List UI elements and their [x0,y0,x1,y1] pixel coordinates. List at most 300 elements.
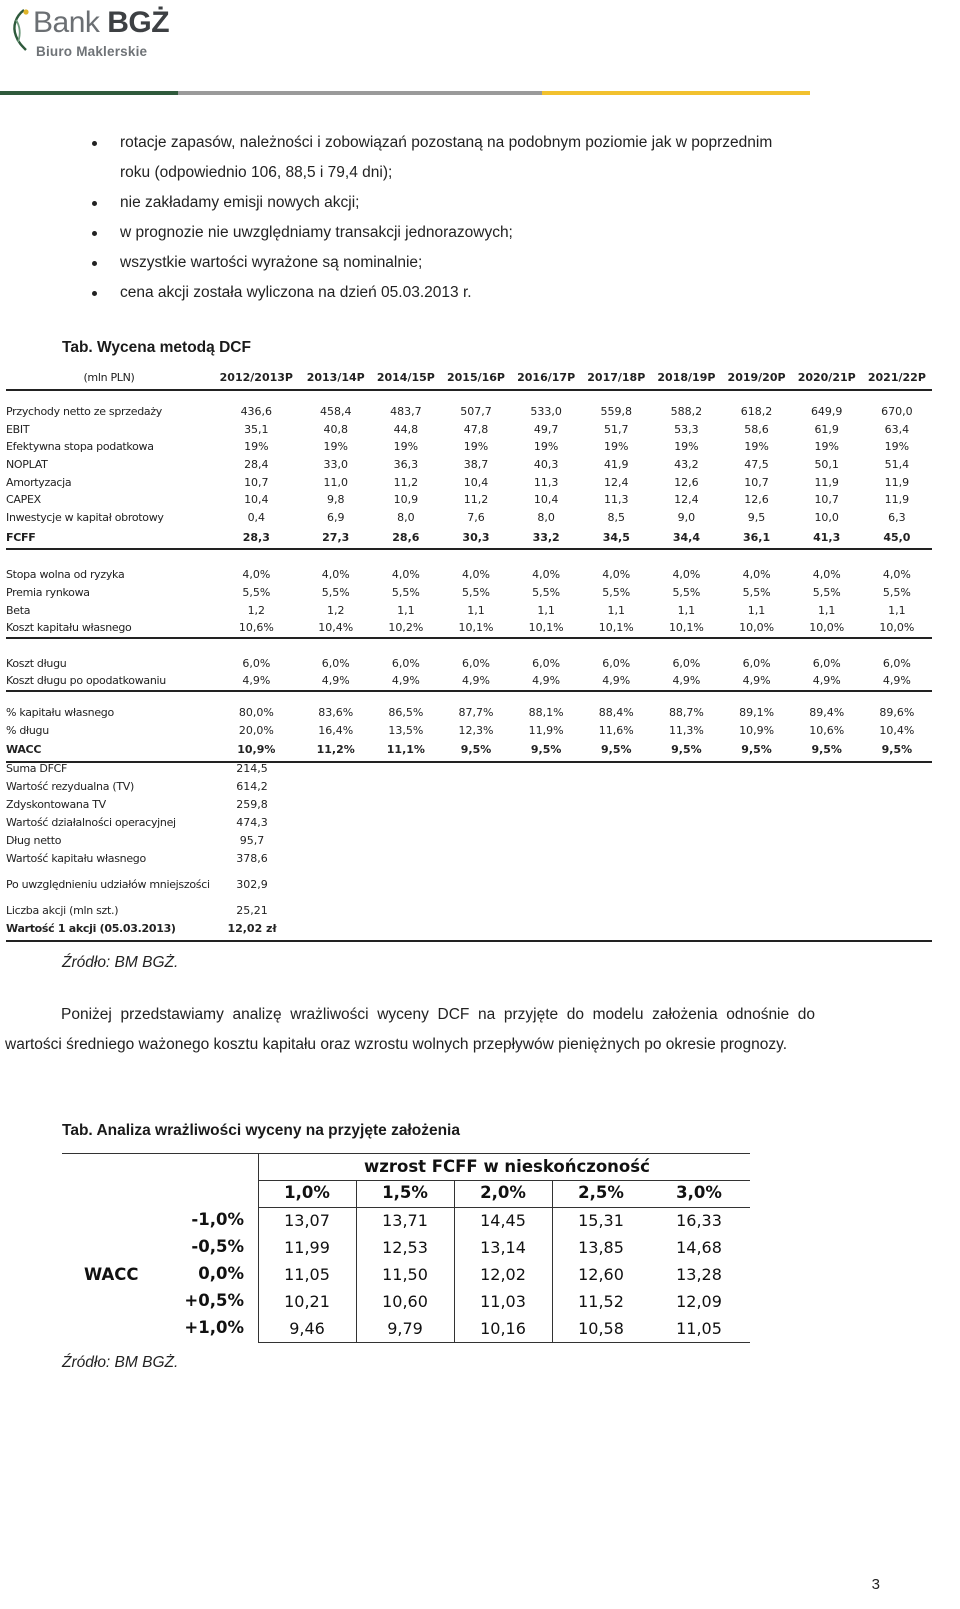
table-cell: 41,3 [792,526,862,549]
table-cell: 44,8 [393,422,419,436]
table-cell: 10,58 [578,1319,624,1338]
table-cell: 6,0% [321,656,350,670]
table-cell: 559,8 [600,405,633,419]
table-cell: 63,4 [884,422,910,436]
table-cell: 89,1% [739,706,775,720]
table-row [6,473,932,491]
row-label: NOPLAT [6,458,48,472]
bullet-icon [92,141,97,146]
list-item: cena akcji została wyliczona na dzień 05.03.2013 r. [92,278,872,308]
table-cell: 28,3 [212,526,301,549]
dcf-table-title: Tab. Wycena metodą DCF [62,339,251,356]
summary-row [6,878,932,896]
table-cell: 15,31 [578,1211,624,1230]
table-cell: 13,28 [676,1265,722,1284]
list-item: w prognozie nie uwzględniamy transakcji jednorazowych; [92,218,872,248]
table-cell: 4,9% [371,672,441,691]
table-cell: 16,33 [676,1211,722,1230]
row-group-header: WACC [84,1265,139,1284]
rule [258,1180,750,1181]
list-item-continuation: roku (odpowiednio 106, 88,5 i 79,4 dni); [120,164,393,181]
table-row [6,619,932,638]
table-cell: 86,5% [388,706,424,720]
table-cell: 20,0% [238,723,274,737]
brand-subtitle: Biuro Maklerskie [36,44,148,59]
table-cell: 5,5% [672,586,701,600]
table-cell: 6,0% [672,656,701,670]
table-cell: 11,2% [301,739,371,762]
row-header: +1,0% [184,1318,244,1337]
table-cell: 618,2 [740,405,773,419]
assumptions-list [92,128,872,308]
table-cell: 9,5% [511,739,581,762]
summary-rule [6,940,932,942]
summary-row [6,904,932,922]
table-cell: 649,9 [810,405,843,419]
table-cell: 1,1 [677,603,696,617]
table-cell: 36,3 [393,458,419,472]
table-cell: 10,21 [284,1292,330,1311]
table-cell: 10,0 [814,510,839,524]
row-label: FCFF [6,526,212,549]
table-row [6,721,932,739]
column-group-header: wzrost FCFF w nieskończoność [364,1157,650,1176]
table-cell: 40,8 [323,422,348,436]
table-cell: 19% [674,440,699,454]
table-cell: 9,5% [441,739,511,762]
column-header: 2,5% [578,1183,624,1202]
summary-label: Wartość rezydualna (TV) [6,780,134,793]
table-cell: 4,0% [242,568,271,582]
page-number: 3 [871,1576,880,1593]
table-cell: 10,0% [721,619,791,638]
row-label: % długu [6,723,49,737]
table-cell: 5,5% [602,586,631,600]
table-cell: 89,4% [809,706,845,720]
table-cell: 10,1% [441,619,511,638]
table-cell: 9,0 [677,510,696,524]
column-header: 2021/22P [862,365,932,390]
table-cell: 47,5 [744,458,769,472]
table-cell: 19% [814,440,839,454]
row-header: 0,0% [198,1264,244,1283]
table-cell: 11,9 [884,475,910,489]
table-cell: 9,5% [721,739,791,762]
table-row [6,421,932,439]
column-header: 1,0% [284,1183,330,1202]
table-cell: 8,0 [537,510,555,524]
dcf-source: Źródło: BM BGŻ. [62,954,179,971]
row-label: CAPEX [6,493,41,507]
table-row [6,403,932,421]
table-cell: 12,60 [578,1265,624,1284]
table-cell: 10,4% [879,723,915,737]
table-cell: 5,5% [532,586,561,600]
bullet-icon [92,231,97,236]
table-cell: 13,85 [578,1238,624,1257]
table-cell: 12,53 [382,1238,428,1257]
table-cell: 13,07 [284,1211,330,1230]
table-cell: 47,8 [463,422,489,436]
table-cell: 11,2 [463,493,489,507]
table-cell: 1,1 [537,603,555,617]
row-header: -1,0% [191,1210,244,1229]
table-cell: 6,0% [602,656,631,670]
column-header: 2012/2013P [212,365,301,390]
list-item: wszystkie wartości wyrażone są nominalnie; [92,248,872,278]
table-cell: 1,1 [397,603,415,617]
table-cell: 35,1 [244,422,269,436]
table-cell: 14,68 [676,1238,722,1257]
table-cell: 6,0% [882,656,911,670]
table-cell: 8,0 [397,510,415,524]
brand-name: Bank BGŻ [33,6,170,39]
table-cell: 33,0 [323,458,348,472]
row-label: Inwestycje w kapitał obrotowy [6,510,164,524]
summary-value: 214,5 [236,762,268,775]
summary-value: 259,8 [236,798,268,811]
table-cell: 28,6 [371,526,441,549]
table-cell: 28,4 [244,458,269,472]
table-cell: 11,05 [284,1265,330,1284]
table-cell: 11,3 [533,475,559,489]
row-label: % kapitału własnego [6,706,114,720]
sensitivity-table [62,1153,762,1353]
summary-row [6,834,932,852]
table-cell: 88,7% [668,706,704,720]
column-header: 2018/19P [651,365,721,390]
table-row [6,491,932,509]
list-item: rotacje zapasów, należności i zobowiązań pozostaną na podobnym poziomie jak w poprzednim [92,128,872,158]
table-cell: 6,0% [391,656,420,670]
summary-value: 614,2 [236,780,268,793]
table-cell: 9,46 [289,1319,325,1338]
table-cell: 11,52 [578,1292,624,1311]
table-cell: 6,0% [532,656,561,670]
header-line-yellow [542,91,810,95]
summary-label: Wartość kapitału własnego [6,852,146,865]
table-cell: 19% [393,440,419,454]
table-cell: 11,6% [598,723,634,737]
table-cell: 9,5% [581,739,651,762]
table-cell: 10,9% [739,723,775,737]
summary-value: 12,02 zł [227,922,277,935]
table-cell: 11,2 [393,475,419,489]
table-cell: 10,60 [382,1292,428,1311]
table-cell: 13,71 [382,1211,428,1230]
table-row [6,672,932,691]
table-cell: 6,9 [326,510,345,524]
table-cell: 41,9 [604,458,629,472]
column-header: 2,0% [480,1183,526,1202]
table-cell: 9,5% [862,739,932,762]
table-cell: 10,9% [212,739,301,762]
table-cell: 5,5% [742,586,771,600]
summary-row [6,816,932,834]
table-cell: 53,3 [674,422,699,436]
table-row [6,584,932,602]
table-cell: 10,1% [511,619,581,638]
table-cell: 5,5% [242,586,271,600]
table-cell: 4,0% [882,568,911,582]
table-cell: 10,7 [814,493,839,507]
table-row [6,456,932,474]
summary-value: 95,7 [239,834,265,847]
rule [356,1180,357,1343]
summary-label: Zdyskontowana TV [6,798,106,811]
summary-label: Dług netto [6,834,62,847]
bullet-icon [92,261,97,266]
table-cell: 1,1 [467,603,485,617]
rule [258,1342,750,1343]
summary-label: Wartość 1 akcji (05.03.2013) [6,922,176,935]
table-cell: 5,5% [462,586,490,600]
table-cell: 1,1 [888,603,906,617]
table-cell: 4,9% [862,672,932,691]
table-cell: 588,2 [670,405,703,419]
table-cell: 4,9% [212,672,301,691]
table-cell: 12,4 [674,493,699,507]
column-header: 2013/14P [301,365,371,390]
table-cell: 89,6% [879,706,915,720]
summary-label: Wartość działalności operacyjnej [6,816,176,829]
row-label: EBIT [6,422,30,436]
bank-logo-icon [6,6,36,52]
table-cell: 45,0 [862,526,932,549]
row-label: Premia rynkowa [6,586,90,600]
table-cell: 80,0% [238,706,274,720]
table-cell: 87,7% [458,706,494,720]
sensitivity-table-title: Tab. Analiza wrażliwości wyceny na przyjęte założenia [62,1122,460,1139]
summary-value: 25,21 [236,904,268,917]
table-cell: 4,0% [812,568,841,582]
rule [258,1207,750,1208]
table-cell: 10,6% [212,619,301,638]
table-cell: 38,7 [463,458,489,472]
table-row [6,739,932,762]
table-cell: 6,0% [812,656,841,670]
table-cell: 7,6 [467,510,485,524]
summary-row [6,798,932,816]
table-row [6,601,932,619]
summary-row [6,780,932,798]
table-cell: 19% [463,440,489,454]
summary-row [6,922,932,940]
table-cell: 4,0% [391,568,420,582]
table-cell: 10,1% [581,619,651,638]
row-label: Beta [6,603,31,617]
sensitivity-intro-paragraph: Poniżej przedstawiamy analizę wrażliwości wyceny DCF na przyjęte do modelu założenia odnośnie do wartości średniego ważonego kosztu kapitału oraz wzrostu wolnych przepływów pieniężnych po okresie prognozy. [5,1006,815,1053]
table-cell: 50,1 [814,458,839,472]
table-cell: 9,5 [747,510,766,524]
table-cell: 10,4 [463,475,489,489]
unit-label: (mln PLN) [6,365,212,390]
table-cell: 11,9% [528,723,564,737]
table-cell: 6,0% [242,656,271,670]
table-row [6,655,932,673]
table-cell: 88,1% [528,706,564,720]
table-cell: 11,0 [323,475,348,489]
bullet-icon [92,291,97,296]
table-cell: 4,9% [581,672,651,691]
table-cell: 4,0% [321,568,350,582]
table-cell: 5,5% [882,586,911,600]
table-cell: 27,3 [301,526,371,549]
table-cell: 4,9% [301,672,371,691]
table-cell: 19% [323,440,348,454]
row-header: -0,5% [191,1237,244,1256]
table-cell: 6,0% [462,656,490,670]
table-cell: 5,5% [321,586,350,600]
rule [258,1153,259,1343]
table-cell: 507,7 [460,405,492,419]
table-cell: 88,4% [598,706,634,720]
table-cell: 5,5% [812,586,841,600]
table-cell: 1,1 [607,603,626,617]
table-cell: 12,4 [604,475,629,489]
table-cell: 4,0% [462,568,490,582]
table-cell: 1,1 [817,603,836,617]
table-cell: 61,9 [814,422,839,436]
summary-label: Po uwzględnieniu udziałów mniejszości [6,878,210,891]
table-cell: 12,3% [458,723,494,737]
table-cell: 34,5 [581,526,651,549]
dcf-table [6,365,932,763]
list-item: nie zakładamy emisji nowych akcji; [92,188,872,218]
table-cell: 533,0 [530,405,562,419]
table-cell: 19% [533,440,559,454]
table-cell: 51,7 [604,422,629,436]
table-cell: 11,05 [676,1319,722,1338]
header-line-dark [0,91,178,95]
row-label: Koszt długu [6,656,67,670]
table-row [6,509,932,527]
table-cell: 10,4 [244,493,269,507]
table-cell: 12,02 [480,1265,526,1284]
table-cell: 10,9 [393,493,419,507]
table-cell: 19% [744,440,769,454]
table-cell: 40,3 [533,458,559,472]
table-header-row [6,365,932,390]
rule [552,1180,553,1343]
table-cell: 10,7 [244,475,269,489]
table-cell: 4,0% [742,568,771,582]
table-cell: 49,7 [533,422,559,436]
table-cell: 10,0% [862,619,932,638]
column-header: 2015/16P [441,365,511,390]
table-cell: 11,50 [382,1265,428,1284]
table-cell: 0,4 [247,510,266,524]
bullet-icon [92,201,97,206]
table-cell: 436,6 [240,405,273,419]
summary-value: 378,6 [236,852,268,865]
table-cell: 36,1 [721,526,791,549]
table-cell: 4,9% [792,672,862,691]
table-cell: 1,2 [326,603,345,617]
table-cell: 19% [884,440,910,454]
table-cell: 8,5 [607,510,626,524]
table-cell: 34,4 [651,526,721,549]
table-cell: 1,1 [747,603,766,617]
row-label: Koszt długu po opodatkowaniu [6,672,212,691]
table-cell: 19% [244,440,269,454]
row-label: Stopa wolna od ryzyka [6,568,125,582]
row-label: Amortyzacja [6,475,72,489]
table-cell: 9,5% [792,739,862,762]
table-cell: 4,9% [651,672,721,691]
summary-label: Liczba akcji (mln szt.) [6,904,119,917]
table-cell: 13,14 [480,1238,526,1257]
row-label: Przychody netto ze sprzedaży [6,405,162,419]
summary-value: 474,3 [236,816,268,829]
rule [454,1180,455,1343]
row-label: Koszt kapitału własnego [6,619,212,638]
table-cell: 1,2 [247,603,266,617]
table-cell: 12,6 [674,475,699,489]
table-cell: 58,6 [744,422,769,436]
table-row [6,704,932,722]
table-cell: 10,2% [371,619,441,638]
table-cell: 33,2 [511,526,581,549]
table-row [6,438,932,456]
table-cell: 11,03 [480,1292,526,1311]
summary-value: 302,9 [236,878,268,891]
table-cell: 9,79 [387,1319,423,1338]
table-cell: 458,4 [319,405,352,419]
table-cell: 14,45 [480,1211,526,1230]
table-cell: 4,9% [441,672,511,691]
table-cell: 11,9 [814,475,839,489]
row-label: WACC [6,739,212,762]
table-row [6,526,932,549]
table-cell: 19% [604,440,629,454]
column-header: 2014/15P [371,365,441,390]
table-cell: 11,99 [284,1238,330,1257]
table-cell: 11,9 [884,493,910,507]
table-cell: 10,1% [651,619,721,638]
table-cell: 43,2 [674,458,699,472]
column-header: 2020/21P [792,365,862,390]
table-cell: 10,6% [809,723,845,737]
table-cell: 10,4% [301,619,371,638]
table-row [6,566,932,584]
table-cell: 9,5% [651,739,721,762]
table-cell: 16,4% [318,723,354,737]
table-cell: 4,9% [721,672,791,691]
table-cell: 4,0% [532,568,561,582]
table-cell: 670,0 [881,405,913,419]
table-cell: 4,9% [511,672,581,691]
table-cell: 10,7 [744,475,769,489]
row-header: +0,5% [184,1291,244,1310]
table-cell: 51,4 [884,458,910,472]
table-cell: 12,09 [676,1292,722,1311]
summary-label: Suma DFCF [6,762,68,775]
summary-row [6,852,932,870]
header-line-gray [178,91,542,95]
table-cell: 12,6 [744,493,769,507]
row-label: Efektywna stopa podatkowa [6,440,154,454]
column-header: 2017/18P [581,365,651,390]
table-cell: 11,1% [371,739,441,762]
table-cell: 5,5% [391,586,420,600]
table-cell: 11,3 [604,493,629,507]
table-cell: 11,3% [668,723,704,737]
summary-row [6,762,932,780]
sensitivity-source: Źródło: BM BGŻ. [62,1354,179,1371]
table-cell: 6,0% [742,656,771,670]
column-header: 2019/20P [721,365,791,390]
